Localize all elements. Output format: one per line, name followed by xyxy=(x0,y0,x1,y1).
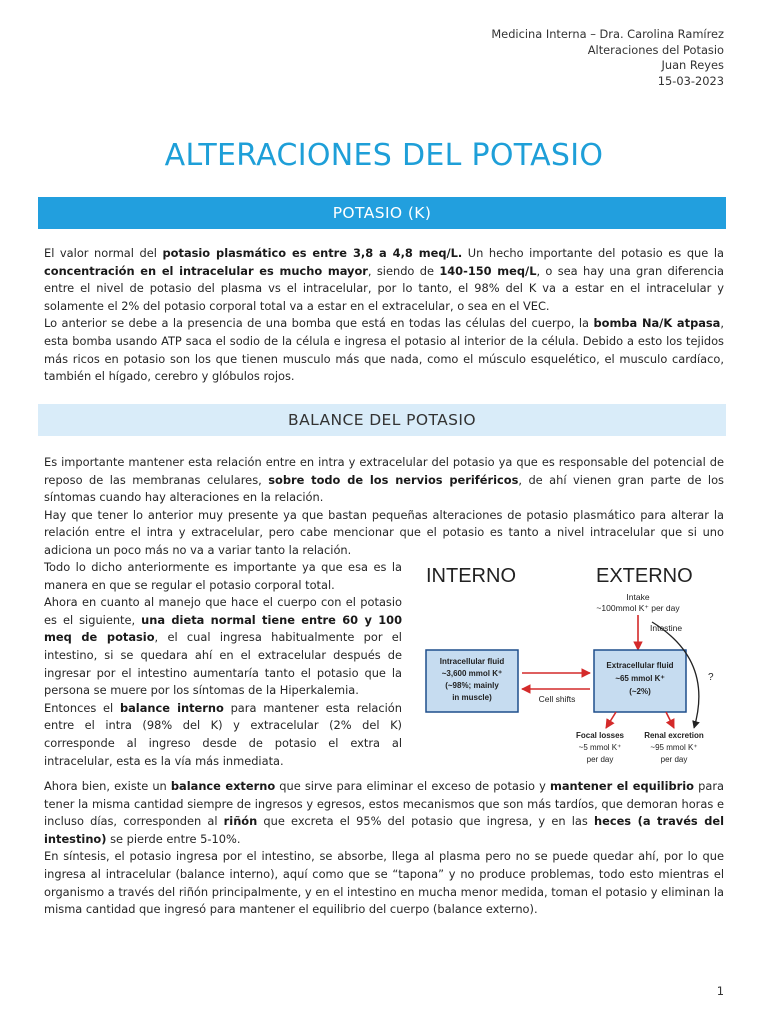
paragraph: Ahora bien, existe un balance externo que sirve para eliminar el exceso de potasio y mantener el equilibrio para tener la misma cantidad siempre de ingresos y egresos, estos mecanismos que son más tardíos, que demoran horas e incluso días, corresponden al riñón que excreta el 95% del potasio que ingresa, y en las heces (a través del intestino) se pierde entre 5-10%. xyxy=(44,779,725,846)
svg-text:~95 mmol K⁺: ~95 mmol K⁺ xyxy=(650,743,698,752)
paragraph: Ahora en cuanto al manejo que hace el cuerpo con el potasio es el siguiente, una dieta normal tiene entre 60 y 100 meq de potasio, el cual ingresa habitualmente por el intestino, si se quedara ahí en el extracelular después de ingresar por el intestino aumentaría tanto el potasio que la persona se muere por los síntomas de la Hiperkalemia. xyxy=(44,595,402,698)
paragraph: Lo anterior se debe a la presencia de una bomba que está en todas las células del cuerpo, la bomba Na/K atpasa, esta bomba usando ATP saca el sodio de la célula e ingresa el potasio al interior de la célula. Debido a esto los tejidos más ricos en potasio son los que tienen musculo más que nada, como el músculo esquelético, el musculo cardíaco, también el hígado, cerebro y glóbulos rojos. xyxy=(44,316,724,384)
svg-text:~5 mmol K⁺: ~5 mmol K⁺ xyxy=(578,743,622,752)
label-externo: EXTERNO xyxy=(596,565,693,587)
section-balance-body-top xyxy=(44,454,724,560)
svg-text:Focal losses: Focal losses xyxy=(575,731,625,740)
paragraph: Entonces el balance interno para mantener esta relación entre el intra (98% del K) y extracelular (2% del K) corresponde al ingreso desde de potasio el extra al intracelular, esta es la vía más inmediata. xyxy=(44,700,402,768)
svg-text:per day: per day xyxy=(586,755,614,764)
svg-text:(~2%): (~2%) xyxy=(629,687,651,696)
svg-text:~3,600 mmol K⁺: ~3,600 mmol K⁺ xyxy=(441,669,503,678)
intake-label: Intake xyxy=(626,592,650,602)
paragraph: Es importante mantener esta relación entre en intra y extracelular del potasio ya que es responsable del potencial de reposo de las membranas celulares, sobre todo de los nervios periféricos, de ahí vienen gran parte de los síntomas cuando hay alteraciones en la relación. xyxy=(44,455,724,505)
document-header xyxy=(491,27,724,89)
cell-shifts-label: Cell shifts xyxy=(538,694,576,704)
page-number: 1 xyxy=(716,984,724,998)
svg-text:in muscle): in muscle) xyxy=(452,693,492,702)
header-course: Medicina Interna – Dra. Carolina Ramírez xyxy=(491,27,724,41)
section-heading-potasio: POTASIO (K) xyxy=(38,197,726,229)
svg-text:Extracellular fluid: Extracellular fluid xyxy=(606,661,674,670)
header-author: Juan Reyes xyxy=(661,58,724,72)
svg-text:~65 mmol K⁺: ~65 mmol K⁺ xyxy=(615,674,665,683)
intake-amount: ~100mmol K⁺ per day xyxy=(596,603,680,613)
section-heading-balance: BALANCE DEL POTASIO xyxy=(38,404,726,436)
svg-text:Intracellular fluid: Intracellular fluid xyxy=(439,657,505,666)
header-date: 15-03-2023 xyxy=(657,73,724,88)
paragraph: Todo lo dicho anteriormente es importante ya que esa es la manera en que se regular el potasio corporal total. xyxy=(44,560,402,592)
question-mark: ? xyxy=(708,672,714,683)
potassium-balance-diagram xyxy=(416,560,728,770)
paragraph: El valor normal del potasio plasmático es entre 3,8 a 4,8 meq/L. Un hecho importante del potasio es que la concentración en el intracelular es mucho mayor, siendo de 140-150 meq/L, o sea hay una gran diferencia entre el nivel de potasio del plasma vs el intracelular, por lo tanto, el 98% del K va a estar en el intracelular y solamente el 2% del potasio corporal total va a estar en el extracelular, o sea en el VEC. xyxy=(44,246,724,313)
intestine-label: Intestine xyxy=(650,623,683,633)
svg-text:Renal excretion: Renal excretion xyxy=(644,731,704,740)
section-balance-body-beside-diagram xyxy=(44,559,402,770)
label-interno: INTERNO xyxy=(426,565,516,587)
section-potasio-body xyxy=(44,245,724,386)
document-title: ALTERACIONES DEL POTASIO xyxy=(164,138,604,173)
header-topic: Alteraciones del Potasio xyxy=(587,42,724,57)
focal-loss-arrow xyxy=(606,712,616,728)
svg-text:(~98%; mainly: (~98%; mainly xyxy=(445,681,499,690)
svg-text:per day: per day xyxy=(660,755,688,764)
renal-excretion-arrow xyxy=(666,712,674,728)
section-balance-body-bottom xyxy=(44,778,724,919)
paragraph: Hay que tener lo anterior muy presente ya que bastan pequeñas alteraciones de potasio plasmático para alterar la relación entre el intra y extracelular, pero cabe mencionar que el potasio es tanto a nivel intracelular que si uno adiciona un poco más no va a variar tanto la relación. xyxy=(44,507,724,557)
paragraph: En síntesis, el potasio ingresa por el intestino, se absorbe, llega al plasma pero no se puede quedar ahí, por lo que ingresa al intracelular (balance interno), aquí como que se “tapona” y no produce problemas, todo esto mientras el organismo a través del riñón principalmente, y en el intestino en mucha menor medida, toman el potasio y eliminan la misma cantidad que ingresó para mantener el equilibrio del cuerpo (balance externo). xyxy=(44,849,724,917)
